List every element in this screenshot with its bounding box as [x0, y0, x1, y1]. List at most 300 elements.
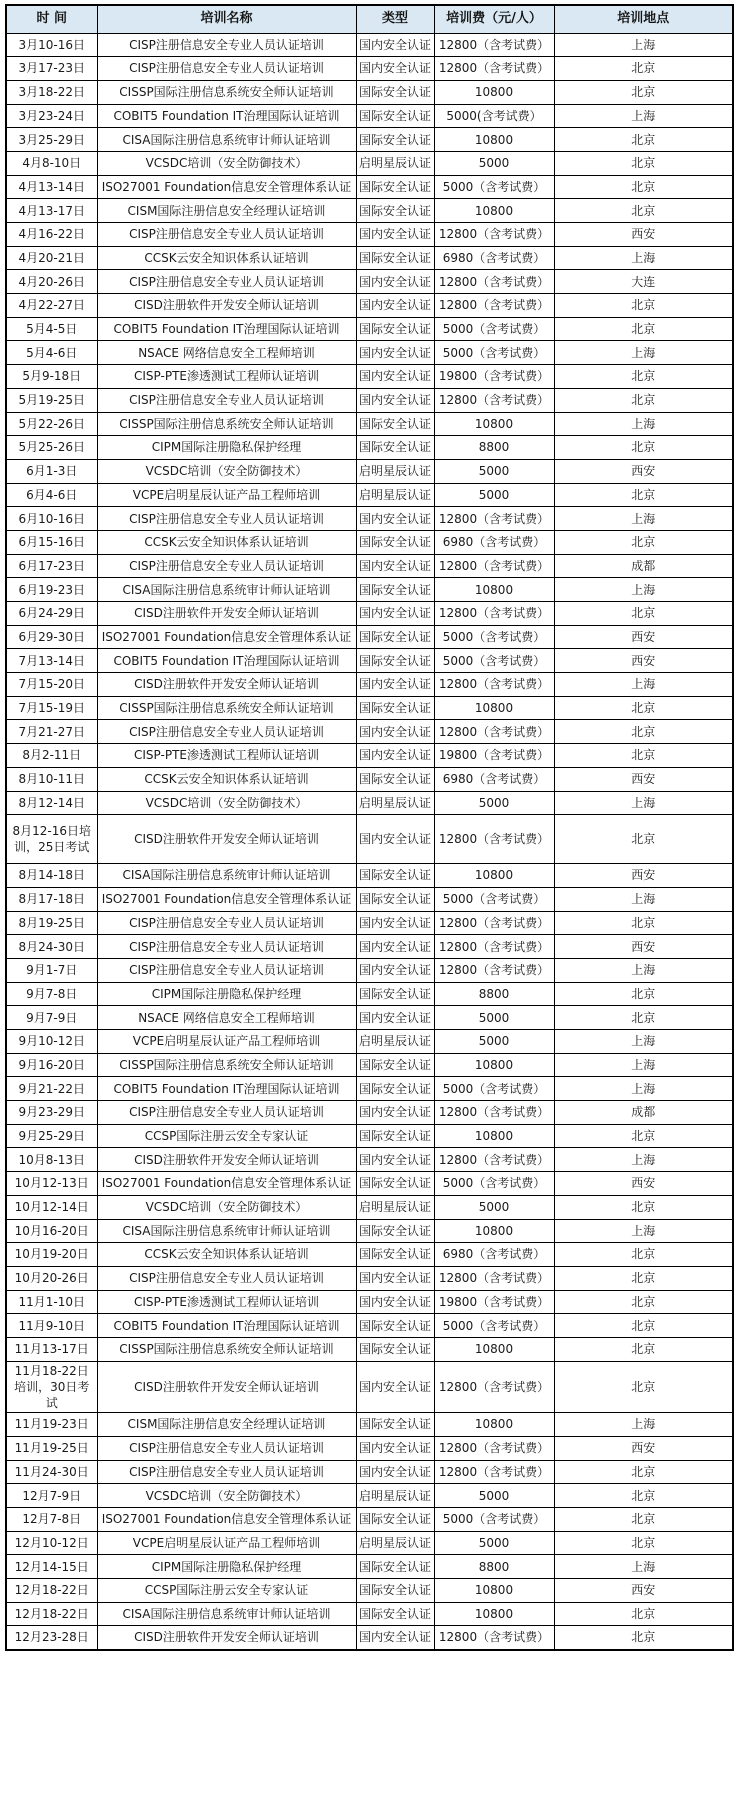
cell-fee: 5000: [434, 483, 554, 507]
cell-fee: 10800: [434, 128, 554, 152]
cell-type: 国际安全认证: [356, 767, 434, 791]
cell-type: 国内安全认证: [356, 554, 434, 578]
cell-fee: 8800: [434, 436, 554, 460]
cell-type: 国内安全认证: [356, 388, 434, 412]
table-row: [6, 602, 733, 626]
cell-name: CISP注册信息安全专业人员认证培训: [97, 507, 356, 531]
cell-fee: 5000（含考试费）: [434, 1507, 554, 1531]
table-row: [6, 1460, 733, 1484]
cell-location: 西安: [554, 649, 733, 673]
table-body: [6, 33, 733, 1650]
cell-fee: 12800（含考试费）: [434, 1148, 554, 1172]
table-row: [6, 1507, 733, 1531]
cell-name: CCSP国际注册云安全专家认证: [97, 1579, 356, 1603]
cell-fee: 12800（含考试费）: [434, 602, 554, 626]
cell-name: CISP注册信息安全专业人员认证培训: [97, 1266, 356, 1290]
cell-location: 成都: [554, 1101, 733, 1125]
table-row: [6, 1290, 733, 1314]
cell-time: 9月23-29日: [6, 1101, 97, 1125]
cell-type: 国内安全认证: [356, 1006, 434, 1030]
cell-name: CISP注册信息安全专业人员认证培训: [97, 223, 356, 247]
cell-fee: 5000: [434, 151, 554, 175]
cell-location: 西安: [554, 1579, 733, 1603]
cell-time: 10月20-26日: [6, 1266, 97, 1290]
cell-fee: 5000: [434, 1195, 554, 1219]
table-row: [6, 864, 733, 888]
table-header: [6, 5, 733, 33]
table-row: [6, 436, 733, 460]
cell-name: CISSP国际注册信息系统安全师认证培训: [97, 696, 356, 720]
training-schedule-table: [5, 4, 734, 1651]
cell-location: 北京: [554, 982, 733, 1006]
cell-type: 国际安全认证: [356, 1507, 434, 1531]
table-row: [6, 673, 733, 697]
cell-time: 4月20-26日: [6, 270, 97, 294]
cell-type: 国际安全认证: [356, 1413, 434, 1437]
cell-fee: 5000（含考试费）: [434, 625, 554, 649]
cell-time: 9月16-20日: [6, 1053, 97, 1077]
table-row: [6, 935, 733, 959]
cell-fee: 12800（含考试费）: [434, 1460, 554, 1484]
cell-type: 启明星辰认证: [356, 1484, 434, 1508]
cell-name: VCPE启明星辰认证产品工程师培训: [97, 1030, 356, 1054]
cell-time: 3月18-22日: [6, 80, 97, 104]
cell-location: 上海: [554, 1555, 733, 1579]
table-row: [6, 317, 733, 341]
table-row: [6, 151, 733, 175]
cell-type: 国际安全认证: [356, 1124, 434, 1148]
cell-fee: 12800（含考试费）: [434, 1626, 554, 1650]
cell-location: 北京: [554, 1006, 733, 1030]
cell-location: 北京: [554, 294, 733, 318]
cell-name: CIPM国际注册隐私保护经理: [97, 982, 356, 1006]
cell-type: 启明星辰认证: [356, 791, 434, 815]
cell-location: 北京: [554, 602, 733, 626]
table-row: [6, 554, 733, 578]
cell-time: 6月17-23日: [6, 554, 97, 578]
cell-location: 上海: [554, 1148, 733, 1172]
table-row: [6, 223, 733, 247]
cell-name: CISP注册信息安全专业人员认证培训: [97, 270, 356, 294]
table-row: [6, 767, 733, 791]
cell-location: 西安: [554, 935, 733, 959]
cell-type: 国际安全认证: [356, 436, 434, 460]
cell-location: 北京: [554, 317, 733, 341]
cell-name: CISP注册信息安全专业人员认证培训: [97, 1460, 356, 1484]
cell-name: CISP注册信息安全专业人员认证培训: [97, 33, 356, 57]
cell-name: VCSDC培训（安全防御技术）: [97, 791, 356, 815]
cell-name: ISO27001 Foundation信息安全管理体系认证: [97, 625, 356, 649]
cell-type: 国内安全认证: [356, 1101, 434, 1125]
cell-type: 国际安全认证: [356, 1053, 434, 1077]
cell-type: 国内安全认证: [356, 815, 434, 864]
cell-name: CISSP国际注册信息系统安全师认证培训: [97, 1337, 356, 1361]
cell-fee: 8800: [434, 982, 554, 1006]
cell-time: 12月14-15日: [6, 1555, 97, 1579]
table-row: [6, 1602, 733, 1626]
cell-name: CISP注册信息安全专业人员认证培训: [97, 554, 356, 578]
cell-location: 北京: [554, 1361, 733, 1413]
cell-fee: 6980（含考试费）: [434, 530, 554, 554]
table-row: [6, 958, 733, 982]
cell-name: CCSK云安全知识体系认证培训: [97, 1243, 356, 1267]
cell-fee: 19800（含考试费）: [434, 744, 554, 768]
cell-time: 5月19-25日: [6, 388, 97, 412]
cell-type: 国内安全认证: [356, 935, 434, 959]
cell-location: 北京: [554, 911, 733, 935]
cell-location: 北京: [554, 1243, 733, 1267]
cell-time: 11月1-10日: [6, 1290, 97, 1314]
cell-location: 上海: [554, 791, 733, 815]
cell-type: 启明星辰认证: [356, 1030, 434, 1054]
cell-location: 西安: [554, 1436, 733, 1460]
cell-time: 8月12-16日培训，25日考试: [6, 815, 97, 864]
cell-location: 北京: [554, 1460, 733, 1484]
table-row: [6, 911, 733, 935]
column-header-fee: 培训费（元/人）: [434, 5, 554, 33]
cell-fee: 5000（含考试费）: [434, 1077, 554, 1101]
cell-name: CISSP国际注册信息系统安全师认证培训: [97, 80, 356, 104]
table-row: [6, 294, 733, 318]
cell-time: 3月17-23日: [6, 57, 97, 81]
cell-fee: 5000: [434, 1030, 554, 1054]
cell-fee: 8800: [434, 1555, 554, 1579]
cell-name: CISP-PTE渗透测试工程师认证培训: [97, 744, 356, 768]
cell-type: 国内安全认证: [356, 1460, 434, 1484]
cell-type: 国际安全认证: [356, 246, 434, 270]
cell-name: COBIT5 Foundation IT治理国际认证培训: [97, 1314, 356, 1338]
table-row: [6, 1555, 733, 1579]
cell-location: 西安: [554, 1172, 733, 1196]
cell-time: 3月23-24日: [6, 104, 97, 128]
cell-type: 国内安全认证: [356, 1436, 434, 1460]
cell-name: CISA国际注册信息系统审计师认证培训: [97, 128, 356, 152]
cell-time: 7月13-14日: [6, 649, 97, 673]
cell-type: 国内安全认证: [356, 958, 434, 982]
cell-location: 西安: [554, 459, 733, 483]
cell-name: CISP注册信息安全专业人员认证培训: [97, 388, 356, 412]
cell-type: 国际安全认证: [356, 317, 434, 341]
cell-location: 北京: [554, 1266, 733, 1290]
cell-location: 成都: [554, 554, 733, 578]
table-row: [6, 744, 733, 768]
cell-location: 上海: [554, 887, 733, 911]
cell-time: 9月7-9日: [6, 1006, 97, 1030]
cell-location: 北京: [554, 151, 733, 175]
cell-type: 国内安全认证: [356, 911, 434, 935]
table-row: [6, 1626, 733, 1650]
cell-location: 北京: [554, 530, 733, 554]
cell-time: 12月7-9日: [6, 1484, 97, 1508]
cell-name: VCSDC培训（安全防御技术）: [97, 1195, 356, 1219]
cell-time: 12月18-22日: [6, 1602, 97, 1626]
cell-fee: 10800: [434, 864, 554, 888]
cell-time: 6月1-3日: [6, 459, 97, 483]
table-row: [6, 459, 733, 483]
cell-location: 北京: [554, 436, 733, 460]
table-row: [6, 1148, 733, 1172]
cell-time: 8月14-18日: [6, 864, 97, 888]
cell-type: 国内安全认证: [356, 744, 434, 768]
table-row: [6, 1172, 733, 1196]
cell-type: 国内安全认证: [356, 33, 434, 57]
cell-fee: 10800: [434, 412, 554, 436]
cell-fee: 10800: [434, 1124, 554, 1148]
cell-time: 8月19-25日: [6, 911, 97, 935]
cell-name: CISD注册软件开发安全师认证培训: [97, 602, 356, 626]
cell-type: 国内安全认证: [356, 673, 434, 697]
table-row: [6, 982, 733, 1006]
cell-type: 国际安全认证: [356, 1579, 434, 1603]
cell-name: CISD注册软件开发安全师认证培训: [97, 673, 356, 697]
cell-name: CISP-PTE渗透测试工程师认证培训: [97, 1290, 356, 1314]
table-row: [6, 1053, 733, 1077]
cell-name: CISD注册软件开发安全师认证培训: [97, 1148, 356, 1172]
cell-name: CISSP国际注册信息系统安全师认证培训: [97, 1053, 356, 1077]
cell-fee: 12800（含考试费）: [434, 958, 554, 982]
cell-fee: 5000: [434, 1531, 554, 1555]
cell-fee: 12800（含考试费）: [434, 935, 554, 959]
cell-type: 国内安全认证: [356, 602, 434, 626]
table-row: [6, 1219, 733, 1243]
table-row: [6, 175, 733, 199]
table-row: [6, 815, 733, 864]
table-row: [6, 1531, 733, 1555]
table-row: [6, 578, 733, 602]
cell-type: 启明星辰认证: [356, 1195, 434, 1219]
cell-location: 西安: [554, 223, 733, 247]
cell-type: 启明星辰认证: [356, 1531, 434, 1555]
cell-type: 国际安全认证: [356, 1172, 434, 1196]
table-row: [6, 33, 733, 57]
cell-location: 上海: [554, 104, 733, 128]
cell-fee: 10800: [434, 1337, 554, 1361]
table-row: [6, 483, 733, 507]
table-row: [6, 341, 733, 365]
cell-location: 北京: [554, 128, 733, 152]
cell-type: 国际安全认证: [356, 1077, 434, 1101]
cell-fee: 12800（含考试费）: [434, 1436, 554, 1460]
cell-time: 10月8-13日: [6, 1148, 97, 1172]
cell-time: 8月17-18日: [6, 887, 97, 911]
cell-time: 12月7-8日: [6, 1507, 97, 1531]
cell-name: CIPM国际注册隐私保护经理: [97, 1555, 356, 1579]
cell-fee: 10800: [434, 578, 554, 602]
cell-fee: 12800（含考试费）: [434, 57, 554, 81]
cell-fee: 19800（含考试费）: [434, 365, 554, 389]
cell-time: 7月15-20日: [6, 673, 97, 697]
cell-fee: 12800（含考试费）: [434, 388, 554, 412]
cell-fee: 12800（含考试费）: [434, 223, 554, 247]
cell-name: CCSK云安全知识体系认证培训: [97, 530, 356, 554]
cell-location: 上海: [554, 246, 733, 270]
cell-time: 8月10-11日: [6, 767, 97, 791]
cell-time: 8月2-11日: [6, 744, 97, 768]
cell-time: 5月4-6日: [6, 341, 97, 365]
cell-name: CISP注册信息安全专业人员认证培训: [97, 935, 356, 959]
cell-name: COBIT5 Foundation IT治理国际认证培训: [97, 104, 356, 128]
cell-location: 北京: [554, 815, 733, 864]
cell-fee: 10800: [434, 696, 554, 720]
cell-time: 12月23-28日: [6, 1626, 97, 1650]
cell-fee: 12800（含考试费）: [434, 815, 554, 864]
cell-name: CISA国际注册信息系统审计师认证培训: [97, 1219, 356, 1243]
cell-fee: 6980（含考试费）: [434, 1243, 554, 1267]
cell-type: 国际安全认证: [356, 1337, 434, 1361]
cell-name: COBIT5 Foundation IT治理国际认证培训: [97, 317, 356, 341]
cell-location: 上海: [554, 958, 733, 982]
cell-fee: 5000: [434, 1484, 554, 1508]
cell-type: 国际安全认证: [356, 1219, 434, 1243]
cell-time: 11月19-25日: [6, 1436, 97, 1460]
cell-time: 10月12-13日: [6, 1172, 97, 1196]
cell-type: 国际安全认证: [356, 887, 434, 911]
table-row: [6, 388, 733, 412]
cell-type: 国际安全认证: [356, 104, 434, 128]
cell-type: 国内安全认证: [356, 341, 434, 365]
cell-time: 4月13-14日: [6, 175, 97, 199]
cell-name: CISA国际注册信息系统审计师认证培训: [97, 1602, 356, 1626]
cell-location: 北京: [554, 1195, 733, 1219]
cell-location: 上海: [554, 1219, 733, 1243]
cell-fee: 10800: [434, 1413, 554, 1437]
cell-type: 国际安全认证: [356, 1314, 434, 1338]
table-row: [6, 625, 733, 649]
cell-location: 北京: [554, 388, 733, 412]
table-row: [6, 57, 733, 81]
cell-name: VCSDC培训（安全防御技术）: [97, 459, 356, 483]
cell-fee: 10800: [434, 80, 554, 104]
table-row: [6, 1006, 733, 1030]
cell-location: 北京: [554, 57, 733, 81]
cell-time: 5月4-5日: [6, 317, 97, 341]
cell-type: 国际安全认证: [356, 864, 434, 888]
cell-time: 9月7-8日: [6, 982, 97, 1006]
cell-type: 国际安全认证: [356, 128, 434, 152]
column-header-type: 类型: [356, 5, 434, 33]
cell-name: VCSDC培训（安全防御技术）: [97, 151, 356, 175]
cell-fee: 12800（含考试费）: [434, 270, 554, 294]
table-row: [6, 1337, 733, 1361]
cell-name: CISP注册信息安全专业人员认证培训: [97, 1101, 356, 1125]
cell-type: 国际安全认证: [356, 625, 434, 649]
cell-location: 北京: [554, 1290, 733, 1314]
cell-type: 国内安全认证: [356, 57, 434, 81]
cell-name: CISP注册信息安全专业人员认证培训: [97, 720, 356, 744]
cell-location: 上海: [554, 33, 733, 57]
cell-location: 北京: [554, 80, 733, 104]
cell-type: 国际安全认证: [356, 1602, 434, 1626]
cell-location: 上海: [554, 1413, 733, 1437]
cell-location: 北京: [554, 1507, 733, 1531]
cell-location: 北京: [554, 483, 733, 507]
cell-name: NSACE 网络信息安全工程师培训: [97, 341, 356, 365]
cell-location: 北京: [554, 175, 733, 199]
cell-type: 国内安全认证: [356, 720, 434, 744]
cell-location: 北京: [554, 1602, 733, 1626]
cell-time: 4月8-10日: [6, 151, 97, 175]
cell-location: 大连: [554, 270, 733, 294]
cell-fee: 12800（含考试费）: [434, 33, 554, 57]
cell-location: 北京: [554, 720, 733, 744]
cell-type: 国内安全认证: [356, 1290, 434, 1314]
cell-type: 启明星辰认证: [356, 483, 434, 507]
table-row: [6, 1243, 733, 1267]
cell-location: 北京: [554, 365, 733, 389]
cell-fee: 12800（含考试费）: [434, 1266, 554, 1290]
cell-location: 上海: [554, 578, 733, 602]
cell-time: 6月19-23日: [6, 578, 97, 602]
cell-time: 8月24-30日: [6, 935, 97, 959]
cell-time: 4月16-22日: [6, 223, 97, 247]
table-row: [6, 791, 733, 815]
cell-time: 7月15-19日: [6, 696, 97, 720]
cell-fee: 12800（含考试费）: [434, 294, 554, 318]
cell-type: 国内安全认证: [356, 1626, 434, 1650]
cell-type: 国际安全认证: [356, 530, 434, 554]
cell-fee: 12800（含考试费）: [434, 507, 554, 531]
column-header-name: 培训名称: [97, 5, 356, 33]
cell-time: 11月19-23日: [6, 1413, 97, 1437]
cell-location: 北京: [554, 1626, 733, 1650]
table-row: [6, 128, 733, 152]
cell-time: 11月18-22日培训，30日考试: [6, 1361, 97, 1413]
cell-time: 5月22-26日: [6, 412, 97, 436]
cell-fee: 10800: [434, 199, 554, 223]
cell-fee: 10800: [434, 1053, 554, 1077]
cell-type: 国际安全认证: [356, 578, 434, 602]
cell-type: 国内安全认证: [356, 223, 434, 247]
cell-fee: 5000: [434, 459, 554, 483]
cell-fee: 12800（含考试费）: [434, 554, 554, 578]
cell-fee: 5000（含考试费）: [434, 175, 554, 199]
cell-location: 北京: [554, 1484, 733, 1508]
cell-name: CISM国际注册信息安全经理认证培训: [97, 1413, 356, 1437]
cell-time: 6月4-6日: [6, 483, 97, 507]
cell-name: CISSP国际注册信息系统安全师认证培训: [97, 412, 356, 436]
table-row: [6, 1436, 733, 1460]
cell-fee: 12800（含考试费）: [434, 1101, 554, 1125]
cell-time: 11月9-10日: [6, 1314, 97, 1338]
cell-name: CISA国际注册信息系统审计师认证培训: [97, 578, 356, 602]
table-row: [6, 1413, 733, 1437]
cell-name: CISP-PTE渗透测试工程师认证培训: [97, 365, 356, 389]
cell-location: 上海: [554, 1077, 733, 1101]
table-row: [6, 649, 733, 673]
cell-location: 西安: [554, 864, 733, 888]
cell-type: 国内安全认证: [356, 294, 434, 318]
cell-fee: 12800（含考试费）: [434, 673, 554, 697]
cell-name: CISD注册软件开发安全师认证培训: [97, 815, 356, 864]
cell-time: 9月10-12日: [6, 1030, 97, 1054]
table-row: [6, 1101, 733, 1125]
cell-name: CISA国际注册信息系统审计师认证培训: [97, 864, 356, 888]
cell-name: CISD注册软件开发安全师认证培训: [97, 294, 356, 318]
cell-time: 8月12-14日: [6, 791, 97, 815]
cell-name: ISO27001 Foundation信息安全管理体系认证: [97, 887, 356, 911]
column-header-location: 培训地点: [554, 5, 733, 33]
cell-fee: 5000: [434, 791, 554, 815]
cell-type: 启明星辰认证: [356, 459, 434, 483]
table-row: [6, 1266, 733, 1290]
cell-location: 北京: [554, 744, 733, 768]
cell-name: VCSDC培训（安全防御技术）: [97, 1484, 356, 1508]
cell-type: 启明星辰认证: [356, 151, 434, 175]
cell-type: 国内安全认证: [356, 270, 434, 294]
cell-name: CCSK云安全知识体系认证培训: [97, 246, 356, 270]
cell-location: 北京: [554, 1124, 733, 1148]
table-row: [6, 365, 733, 389]
